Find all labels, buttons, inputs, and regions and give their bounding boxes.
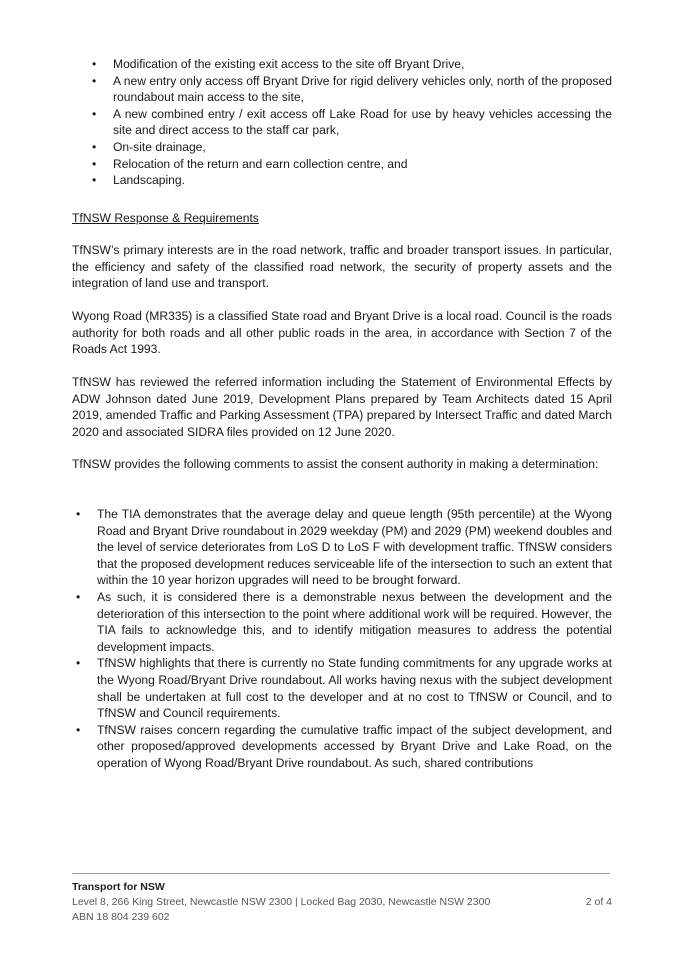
paragraph-comments-intro: TfNSW provides the following comments to assist the consent authority in making a determination:	[72, 457, 599, 471]
footer-divider	[72, 873, 610, 874]
bullet-icon: •	[76, 722, 81, 737]
bullet-icon: •	[92, 156, 97, 171]
bullet-icon: •	[76, 656, 81, 671]
paragraph-reviewed-information: TfNSW has reviewed the referred information including the Statement of Environmental Effects by ADW Johnson dated June 2019, Development Plans prepared by Team Architects dated 15 April 2019, amended Traffic and Parking Assessment (TPA) prepared by Intersect Traffic and dated March 2020 and associated SIDRA files provided on 12 June 2020.	[72, 375, 612, 439]
list-item	[72, 73, 612, 106]
list-item-text: A new combined entry / exit access off Lake Road for use by heavy vehicles accessing the site and direct access to the staff car park,	[113, 106, 612, 138]
bullet-icon: •	[76, 589, 81, 604]
bullet-icon: •	[92, 106, 97, 121]
list-item-text: Landscaping.	[113, 173, 185, 188]
paragraph-road-classification: Wyong Road (MR335) is a classified State road and Bryant Drive is a local road. Council is the roads authority for both roads and all other public roads in the area, in accordance with Section 7 of the Roads Act 1993.	[72, 309, 612, 357]
list-item	[72, 589, 612, 655]
paragraph-primary-interests: TfNSW’s primary interests are in the road network, traffic and broader transport issues. In particular, the efficiency and safety of the classified road network, the security of property assets and the integration of land use and transport.	[72, 243, 612, 291]
page-footer	[72, 880, 612, 925]
list-item	[72, 506, 612, 589]
bullet-icon: •	[92, 173, 97, 188]
proposal-bullet-list	[72, 56, 612, 189]
list-item-text: Modification of the existing exit access to the site off Bryant Drive,	[113, 57, 465, 71]
list-item-text: The TIA demonstrates that the average delay and queue length (95th percentile) at the Wyong Road and Bryant Drive roundabout in 2029 weekday (PM) and 2029 (PM) weekend doubles and the level of service deteriorates from LoS D to LoS F with development traffic. TfNSW considers that the proposed development reduces serviceable life of the intersection to such an extent that within the 10 year horizon upgrades will need to be brought forward.	[97, 507, 612, 588]
list-item-text: On-site drainage,	[113, 139, 206, 154]
footer-organisation: Transport for NSW	[72, 881, 165, 893]
list-item-text: TfNSW highlights that there is currently no State funding commitments for any upgrade works at the Wyong Road/Bryant Drive roundabout. All works having nexus with the subject development shall be undertaken at full cost to the developer and at no cost to TfNSW or Council, and to TfNSW and Council requirements.	[97, 656, 612, 721]
list-item-text: A new entry only access off Bryant Drive for rigid delivery vehicles only, north of the proposed roundabout main access to the site,	[113, 73, 612, 105]
bullet-icon: •	[92, 73, 97, 88]
bullet-icon: •	[92, 57, 97, 71]
list-item	[72, 722, 612, 772]
list-item	[72, 56, 612, 73]
list-item	[72, 172, 612, 189]
list-item-text: As such, it is considered there is a demonstrable nexus between the development and the deterioration of this intersection to the point where additional work will be required. However, the TIA fails to acknowledge this, and to identify mitigation measures to address the potential development impacts.	[97, 589, 612, 654]
list-item-text: Relocation of the return and earn collection centre, and	[113, 156, 408, 171]
requirements-bullet-list	[72, 506, 612, 772]
page-number: 2 of 4	[585, 896, 612, 908]
bullet-icon: •	[76, 507, 81, 521]
list-item-text: TfNSW raises concern regarding the cumulative traffic impact of the subject development, and other proposed/approved developments accessed by Bryant Drive and Lake Road, on the operation of Wyong Road/Bryant Drive roundabout. As such, shared contributions	[97, 722, 612, 770]
footer-address: Level 8, 266 King Street, Newcastle NSW 2300 | Locked Bag 2030, Newcastle NSW 2300	[72, 896, 491, 908]
footer-abn: ABN 18 804 239 602	[72, 911, 170, 923]
list-item	[72, 655, 612, 721]
bullet-icon: •	[92, 139, 97, 154]
list-item	[72, 156, 612, 173]
section-heading: TfNSW Response & Requirements	[72, 211, 259, 225]
footer-address-row	[72, 895, 612, 910]
list-item	[72, 106, 612, 139]
list-item	[72, 139, 612, 156]
